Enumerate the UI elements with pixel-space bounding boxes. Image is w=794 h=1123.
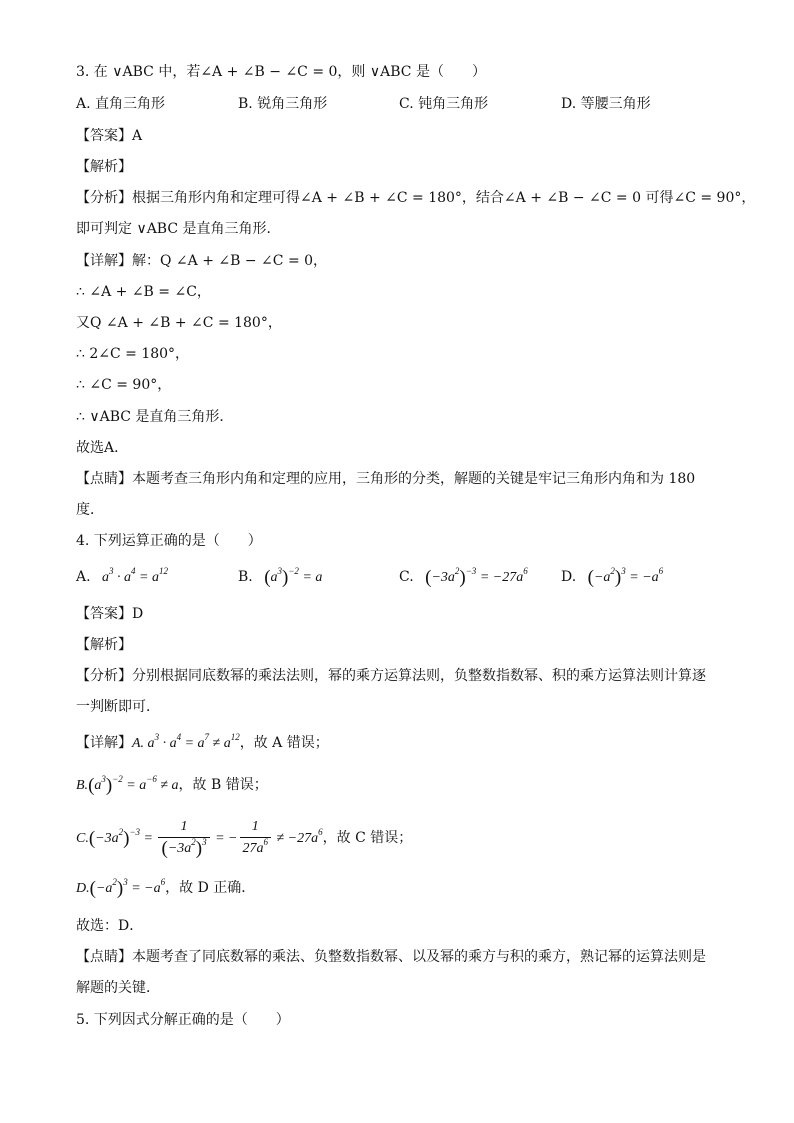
q4-detail-c-formula: $C.(-3a^2)^{-3}$ = $\frac{1}{(-3a^2)^3}$ = − $\frac{1}{27a^6}$ ≠ $-27a^6$: [76, 819, 323, 860]
q4-detail-b-tail: ，故 B 错误；: [178, 777, 268, 793]
q4-detail-c-fraction-2: $\frac{1}{27a^6}$: [240, 819, 272, 858]
q5-stem: 5. 下列因式分解正确的是（ ）: [76, 1012, 290, 1028]
q4-stem: 4. 下列运算正确的是（ ）: [76, 533, 262, 549]
q3-step-2: ∴ ∠A + ∠B = ∠C，: [76, 284, 211, 300]
q4-detail-b-formula: $B.(a^3)^{-2} = a^{-6} \ne a$: [76, 774, 179, 796]
q4-detail-b: [76, 775, 268, 796]
q4-option-b: [238, 567, 322, 588]
q4-detail-c-fraction-1: $\frac{1}{(-3a^2)^3}$: [158, 819, 209, 858]
q3-dianjing-line1: 【点睛】本题考查三角形内角和定理的应用，三角形的分类，解题的关键是牢记三角形内角和为 180: [76, 471, 696, 487]
q4-option-a-formula: $a^3 \cdot a^4 = a^{12}$: [95, 566, 168, 585]
q3-step-7: 故选A．: [76, 440, 129, 456]
q3-fenxi-line2: 即可判定 ∨ABC 是直角三角形．: [76, 221, 281, 237]
q3-option-c: C. 钝角三角形: [399, 96, 489, 112]
q3-option-d: D. 等腰三角形: [561, 96, 651, 112]
q3-answer: 【答案】A: [76, 128, 143, 144]
q4-dianjing-line2: 解题的关键．: [76, 980, 160, 996]
q3-dianjing-line2: 度．: [76, 502, 104, 518]
q3-analysis-label: 【解析】: [76, 159, 132, 175]
q4-option-b-formula: $(a^3)^{-2} = a$: [264, 566, 323, 588]
q4-answer: 【答案】D: [76, 606, 144, 622]
q3-option-b: B. 锐角三角形: [238, 96, 328, 112]
q4-choose: 故选：D．: [76, 918, 144, 934]
q3-stem: 3. 在 ∨ABC 中，若∠A + ∠B − ∠C = 0，则 ∨ABC 是（ ）: [76, 64, 486, 80]
q4-option-b-label: B.: [238, 569, 253, 585]
q3-step-5: ∴ ∠C = 90°，: [76, 377, 172, 393]
q4-detail-d-formula: $D.(-a^2)^3 = -a^6$: [76, 877, 166, 899]
q4-detail-a-formula: A. $a^3 \cdot a^4 = a^7 \ne a^{12}$: [132, 732, 240, 751]
q4-fenxi-line2: 一判断即可．: [76, 699, 160, 715]
q4-dianjing-line1: 【点睛】本题考查了同底数幂的乘法、负整数指数幂、以及幂的乘方与积的乘方，熟记幂的运算法则是: [76, 949, 706, 965]
q4-detail-a-tail: ，故 A 错误；: [239, 735, 329, 751]
q4-option-d-label: D.: [561, 569, 577, 585]
q4-option-a: [76, 567, 168, 588]
q4-detail-d: [76, 878, 255, 899]
q4-detail-a: [76, 733, 329, 754]
q3-option-a: A. 直角三角形: [76, 96, 166, 112]
q4-detail-c: [76, 816, 412, 861]
q4-detail-label: 【详解】: [76, 735, 132, 751]
q4-fenxi-line1: 【分析】分别根据同底数幂的乘法法则，幂的乘方运算法则，负整数指数幂、积的乘方运算法则计算逐: [76, 668, 706, 684]
q3-step-4: ∴ 2∠C = 180°，: [76, 346, 190, 362]
q4-detail-c-tail: ，故 C 错误；: [322, 830, 413, 846]
q3-fenxi-line1: 【分析】根据三角形内角和定理可得∠A + ∠B + ∠C = 180°，结合∠A + ∠B − ∠C = 0 可得∠C = 90°，: [76, 190, 756, 206]
q4-option-c-formula: $(-3a^2)^{-3} = -27a^6$: [425, 566, 528, 588]
q4-option-d-formula: $(-a^2)^3 = -a^6$: [587, 566, 664, 588]
q4-analysis-label: 【解析】: [76, 637, 132, 653]
q4-option-d: [561, 567, 663, 588]
q3-step-3: 又Q ∠A + ∠B + ∠C = 180°，: [76, 315, 282, 331]
q4-detail-d-tail: ，故 D 正确．: [165, 880, 256, 896]
q4-option-c: [399, 567, 528, 588]
q4-option-c-label: C.: [399, 569, 414, 585]
q3-step-6: ∴ ∨ABC 是直角三角形．: [76, 409, 234, 425]
q3-step-1: 【详解】解：Q ∠A + ∠B − ∠C = 0，: [76, 253, 328, 269]
q4-option-a-label: A.: [76, 569, 91, 585]
